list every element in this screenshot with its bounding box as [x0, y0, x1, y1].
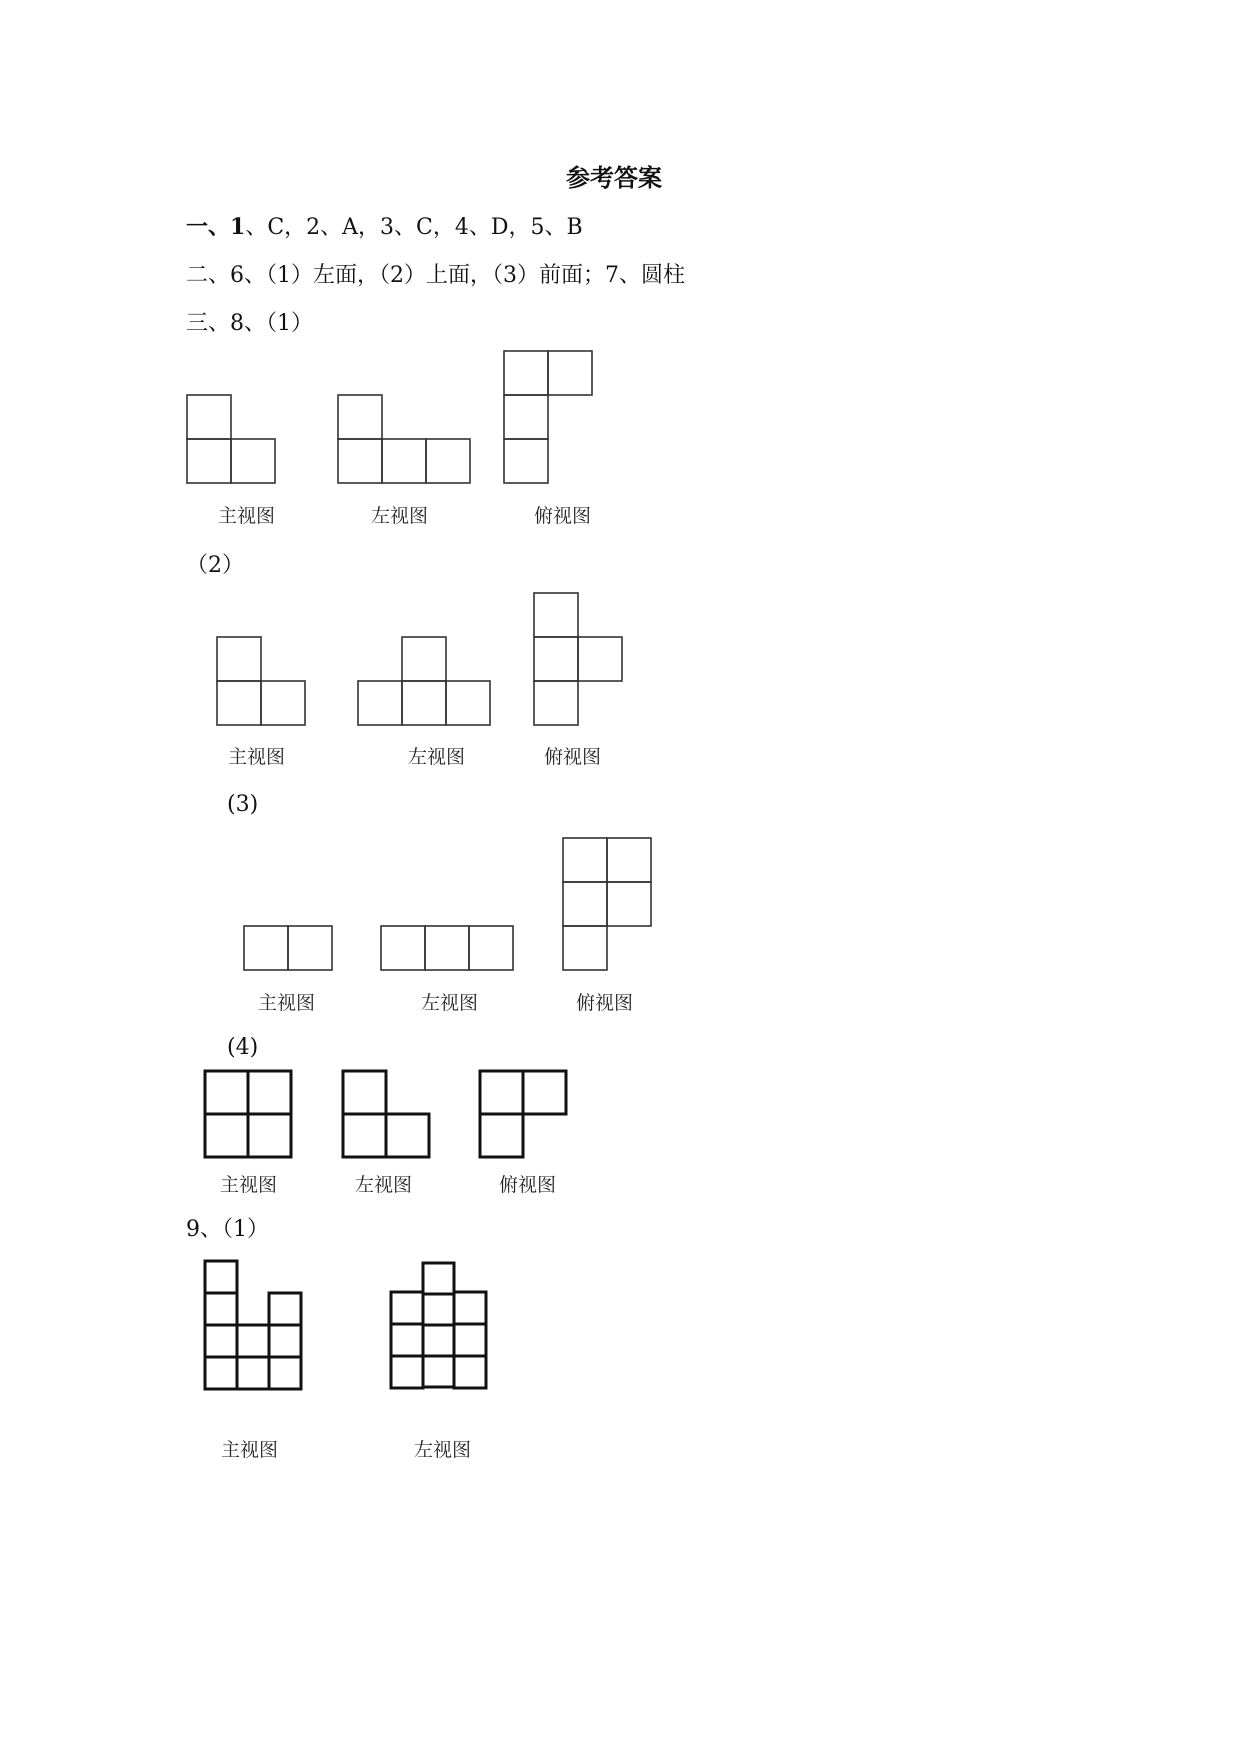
answer-section-2: 二、6、（1）左面，（2）上面，（3）前面；7、圆柱 — [186, 263, 685, 288]
figure-8-4 — [200, 1066, 590, 1166]
front-view-8-3 — [244, 926, 332, 970]
front-view-label: 主视图 — [220, 1174, 278, 1196]
question-9-label: 9、（1） — [186, 1217, 269, 1242]
top-view-8-2 — [534, 593, 622, 725]
answer-section-1 — [186, 210, 583, 241]
front-view-9-1 — [205, 1261, 301, 1389]
front-view-8-1 — [187, 395, 275, 483]
figure-8-1 — [180, 345, 700, 495]
left-view-label: 左视图 — [414, 1439, 472, 1461]
section-1-prefix: 一、 — [186, 214, 231, 240]
left-view-8-4 — [343, 1071, 429, 1157]
section-1-number: 1 — [230, 214, 246, 240]
left-view-label: 左视图 — [355, 1174, 413, 1196]
left-view-label: 左视图 — [371, 505, 429, 527]
left-view-label: 左视图 — [421, 992, 479, 1014]
top-view-label: 俯视图 — [499, 1174, 557, 1196]
section-1-answers: 、C，2、A，3、C，4、D，5、B — [245, 215, 583, 240]
part-3-label: (3) — [227, 792, 259, 817]
part-4-label: (4) — [227, 1035, 259, 1060]
front-view-label: 主视图 — [221, 1439, 279, 1461]
figure-8-2 — [210, 590, 640, 730]
left-view-8-1 — [338, 395, 470, 483]
front-view-8-2 — [217, 637, 305, 725]
left-view-label: 左视图 — [408, 746, 466, 768]
left-view-8-3 — [381, 926, 513, 970]
front-view-label: 主视图 — [258, 992, 316, 1014]
top-view-8-3 — [563, 838, 651, 970]
part-2-label: （2） — [186, 553, 244, 578]
top-view-label: 俯视图 — [544, 746, 602, 768]
top-view-label: 俯视图 — [534, 505, 592, 527]
top-view-8-4 — [480, 1071, 566, 1157]
left-view-8-2 — [358, 637, 490, 725]
front-view-label: 主视图 — [228, 746, 286, 768]
top-view-8-1 — [504, 351, 592, 483]
front-view-label: 主视图 — [218, 505, 276, 527]
page-title: 参考答案 — [566, 164, 662, 192]
figure-8-3 — [240, 833, 660, 973]
top-view-label: 俯视图 — [576, 992, 634, 1014]
answer-section-3: 三、8、（1） — [186, 311, 313, 336]
figure-9-1 — [200, 1258, 500, 1398]
left-view-9-1 — [391, 1263, 486, 1388]
front-view-8-4 — [205, 1071, 291, 1157]
